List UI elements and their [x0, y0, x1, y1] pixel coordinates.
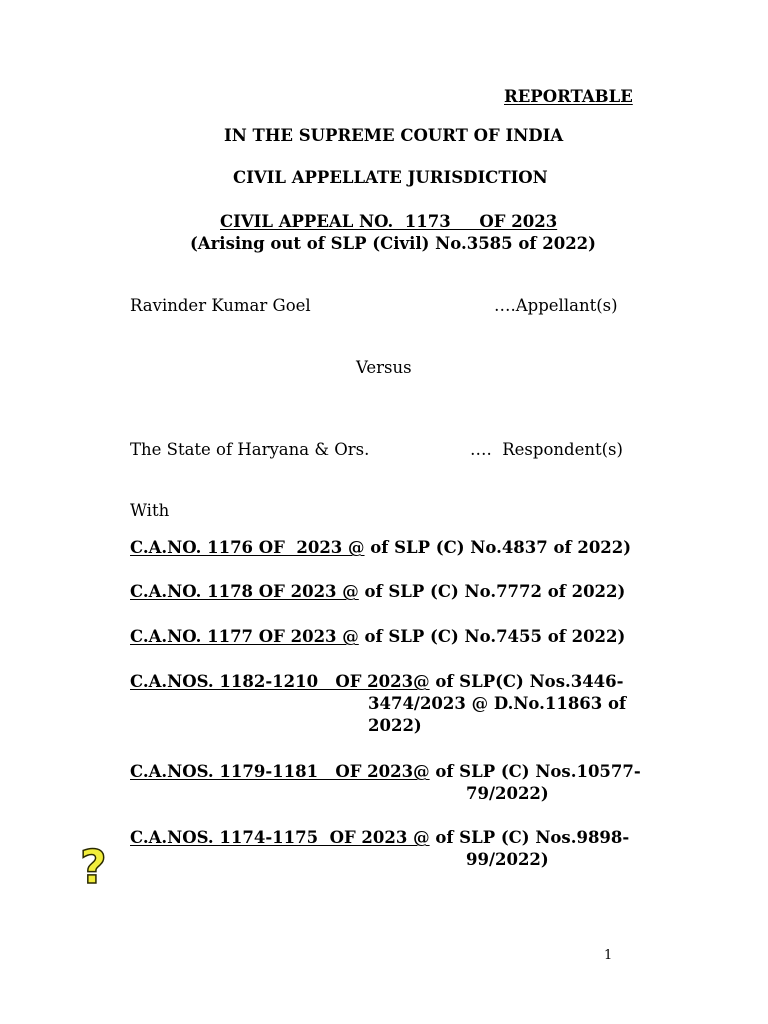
question-mark-icon[interactable]: ? — [80, 840, 107, 894]
reportable-label: REPORTABLE — [504, 87, 633, 106]
appellant-role: ….Appellant(s) — [494, 296, 618, 315]
versus-label: Versus — [356, 358, 412, 377]
connected-appeal-slp: of SLP (C) Nos.10577- — [429, 762, 641, 781]
connected-appeal-slp: of SLP(C) Nos.3446- — [429, 672, 624, 691]
connected-appeal-number: C.A.NOS. 1179-1181 OF 2023@ — [130, 762, 430, 781]
connected-appeal-continuation: 2022) — [368, 716, 422, 735]
connected-appeal — [130, 762, 641, 782]
connected-appeal-number: C.A.NO. 1178 OF 2023 @ — [130, 582, 359, 601]
page-number: 1 — [604, 948, 613, 963]
connected-appeal-number: C.A.NOS. 1182-1210 OF 2023@ — [130, 672, 430, 691]
connected-appeal-number: C.A.NO. 1176 OF 2023 @ — [130, 538, 365, 557]
connected-appeal-number: C.A.NOS. 1174-1175 OF 2023 @ — [130, 828, 430, 847]
connected-appeal-slp: of SLP (C) No.7772 of 2022) — [358, 582, 626, 601]
court-title: IN THE SUPREME COURT OF INDIA — [224, 126, 564, 145]
connected-appeal — [130, 538, 631, 558]
connected-appeal-continuation: 3474/2023 @ D.No.11863 of — [368, 694, 627, 713]
respondent-role: …. Respondent(s) — [470, 440, 623, 459]
connected-appeal — [130, 672, 624, 692]
appeal-number: CIVIL APPEAL NO. 1173 OF 2023 — [220, 212, 558, 231]
respondent-name: The State of Haryana & Ors. — [130, 440, 370, 459]
connected-appeal-slp: of SLP (C) No.7455 of 2022) — [358, 627, 626, 646]
connected-appeal-number: C.A.NO. 1177 OF 2023 @ — [130, 627, 359, 646]
connected-appeal — [130, 828, 629, 848]
connected-appeal-slp: of SLP (C) No.4837 of 2022) — [364, 538, 632, 557]
connected-appeal-continuation: 79/2022) — [466, 784, 549, 803]
connected-appeal-continuation: 99/2022) — [466, 850, 549, 869]
connected-appeal-slp: of SLP (C) Nos.9898- — [429, 828, 630, 847]
jurisdiction-title: CIVIL APPELLATE JURISDICTION — [233, 168, 548, 187]
arising-from: (Arising out of SLP (Civil) No.3585 of 2022) — [190, 234, 596, 253]
connected-appeal — [130, 582, 625, 602]
with-label: With — [130, 501, 170, 520]
connected-appeal — [130, 627, 625, 647]
appellant-name: Ravinder Kumar Goel — [130, 296, 311, 315]
